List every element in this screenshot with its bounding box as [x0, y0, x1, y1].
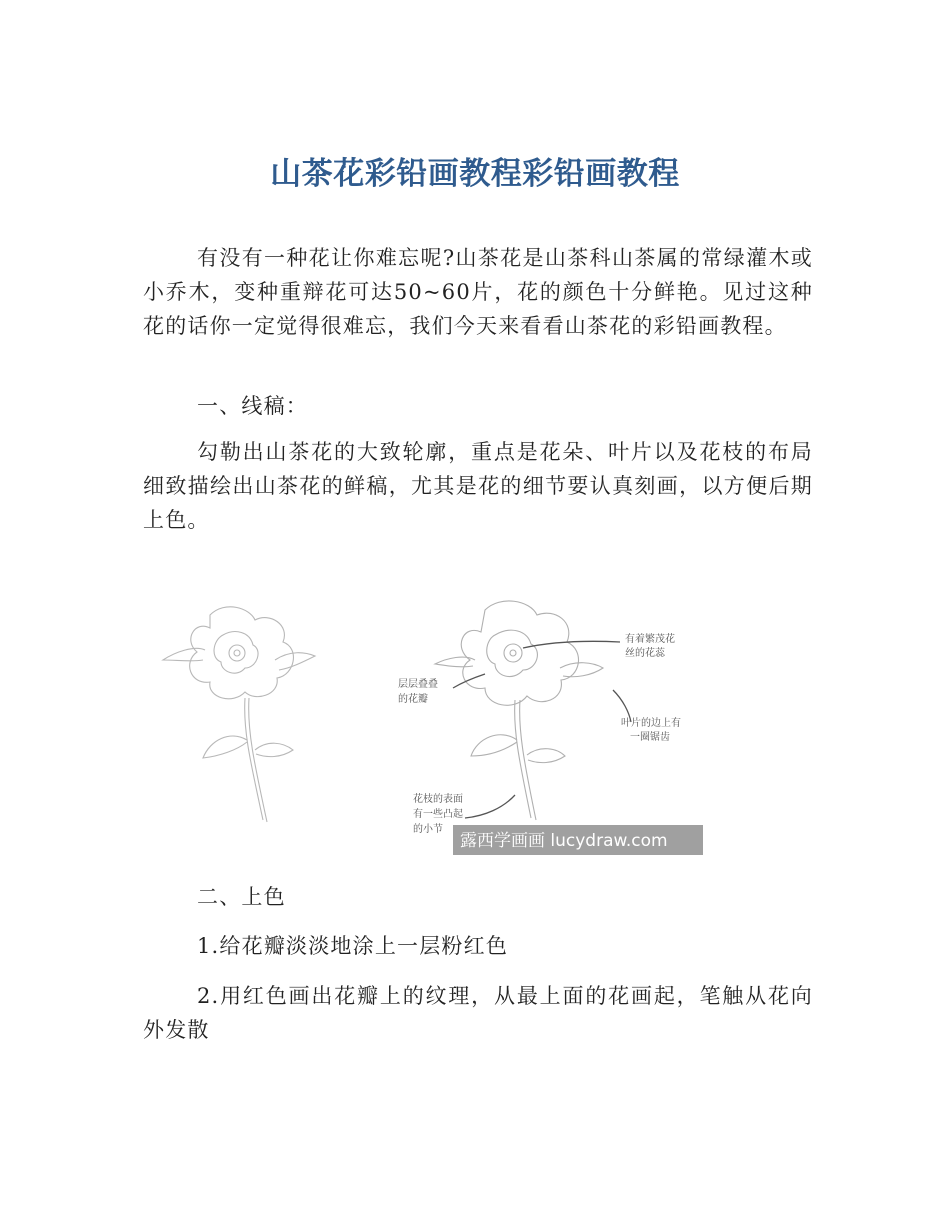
sketch-paragraph: 勾勒出山茶花的大致轮廓，重点是花朵、叶片以及花枝的布局细致描绘出山茶花的鲜稿，尤其是花的细节要认真刻画，以方便后期上色。	[143, 440, 813, 532]
stem-leader-line	[465, 795, 515, 818]
camellia-sketch-figure	[155, 590, 715, 860]
petal-leader-line	[453, 674, 485, 688]
coloring-step-1: 1.给花瓣淡淡地涂上一层粉红色	[197, 934, 509, 958]
coloring-step-2: 2.用红色画出花瓣上的纹理，从最上面的花画起，笔触从花向外发散	[143, 984, 813, 1042]
leaf-label-line1: 叶片的边上有	[621, 718, 681, 729]
left-flower-sketch	[163, 607, 315, 822]
annotation-leaf	[621, 716, 681, 743]
petals-label-line2: 的花瓣	[398, 694, 428, 705]
section-heading-sketch: 一、线稿：	[197, 394, 308, 418]
page-title: 山茶花彩铅画教程彩铅画教程	[270, 156, 680, 192]
annotation-petals	[398, 677, 438, 705]
right-flower-sketch	[435, 601, 603, 820]
watermark-text: 露西学画画 lucydraw.com	[460, 831, 668, 851]
stem-label-line3: 的小节	[413, 824, 443, 835]
stamen-label-line1: 有着繁茂花	[625, 634, 675, 645]
section-heading-coloring: 二、上色	[197, 885, 286, 909]
watermark	[453, 825, 703, 855]
stamen-label-line2: 丝的花蕊	[625, 648, 665, 659]
stem-label-line1: 花枝的表面	[413, 794, 463, 805]
annotation-stamen	[625, 632, 675, 659]
petals-label-line1: 层层叠叠	[398, 679, 438, 690]
leaf-label-line2: 一圈锯齿	[630, 732, 670, 743]
annotation-lines	[453, 641, 631, 818]
camellia-line-drawing	[155, 590, 715, 860]
stem-label-line2: 有一些凸起	[413, 809, 463, 820]
intro-paragraph: 有没有一种花让你难忘呢?山茶花是山茶科山茶属的常绿灌木或小乔木，变种重辩花可达50~60片，花的颜色十分鲜艳。见过这种花的话你一定觉得很难忘，我们今天来看看山茶花的彩铅画教程。	[143, 246, 813, 338]
